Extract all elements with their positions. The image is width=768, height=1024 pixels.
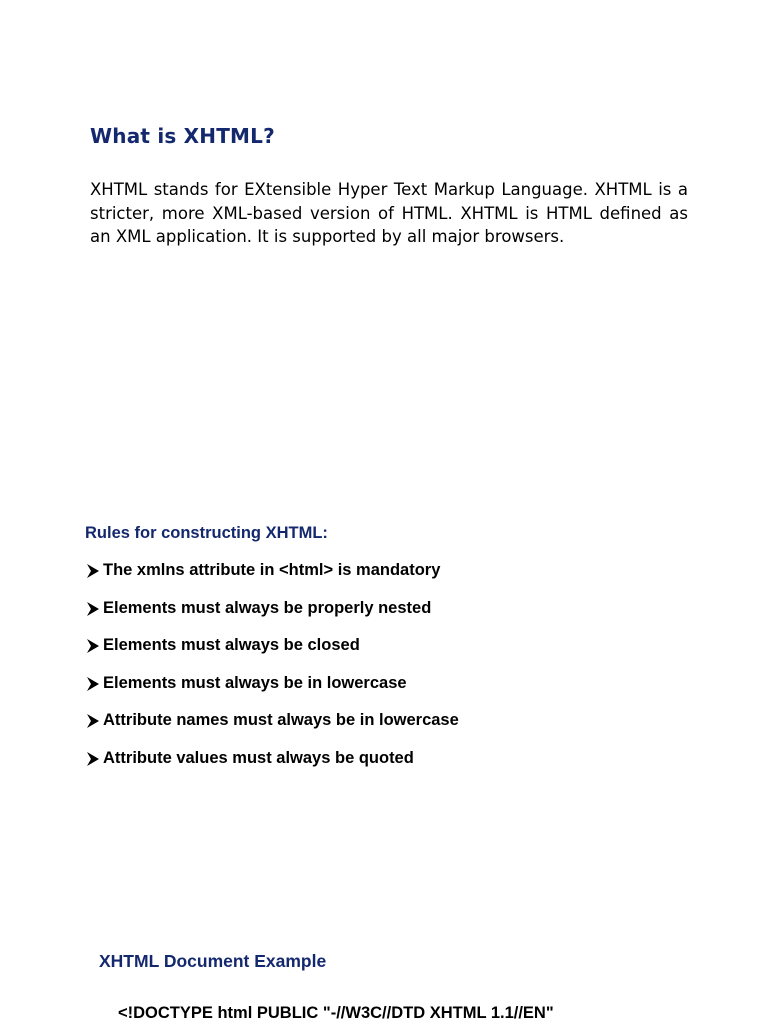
rules-heading: Rules for constructing XHTML: (85, 524, 328, 542)
rule-text: Attribute values must always be quoted (103, 748, 414, 767)
arrow-bullet-icon (85, 599, 103, 619)
example-heading: XHTML Document Example (99, 951, 327, 971)
arrow-bullet-icon (85, 749, 103, 769)
arrow-bullet-icon (85, 711, 103, 731)
list-item (85, 599, 459, 637)
rules-list (85, 561, 459, 787)
page-title: What is XHTML? (90, 124, 275, 148)
list-item (85, 674, 459, 712)
rule-text: Elements must always be properly nested (103, 598, 432, 617)
code-line: <!DOCTYPE html PUBLIC "-//W3C//DTD XHTML 1.1//EN" (118, 1004, 554, 1022)
list-item (85, 561, 459, 599)
rule-text: Elements must always be in lowercase (103, 673, 407, 692)
list-item (85, 636, 459, 674)
list-item (85, 711, 459, 749)
intro-paragraph: XHTML stands for EXtensible Hyper Text Markup Language. XHTML is a stricter, more XML-based version of HTML. XHTML is HTML defined as an XML application. It is supported by all major browsers. (90, 180, 688, 246)
arrow-bullet-icon (85, 674, 103, 694)
rule-text: The xmlns attribute in <html> is mandatory (103, 561, 441, 579)
list-item (85, 749, 459, 787)
arrow-bullet-icon (85, 561, 103, 581)
arrow-bullet-icon (85, 636, 103, 656)
rule-text: Attribute names must always be in lowercase (103, 711, 459, 730)
rule-text: Elements must always be closed (103, 636, 360, 655)
